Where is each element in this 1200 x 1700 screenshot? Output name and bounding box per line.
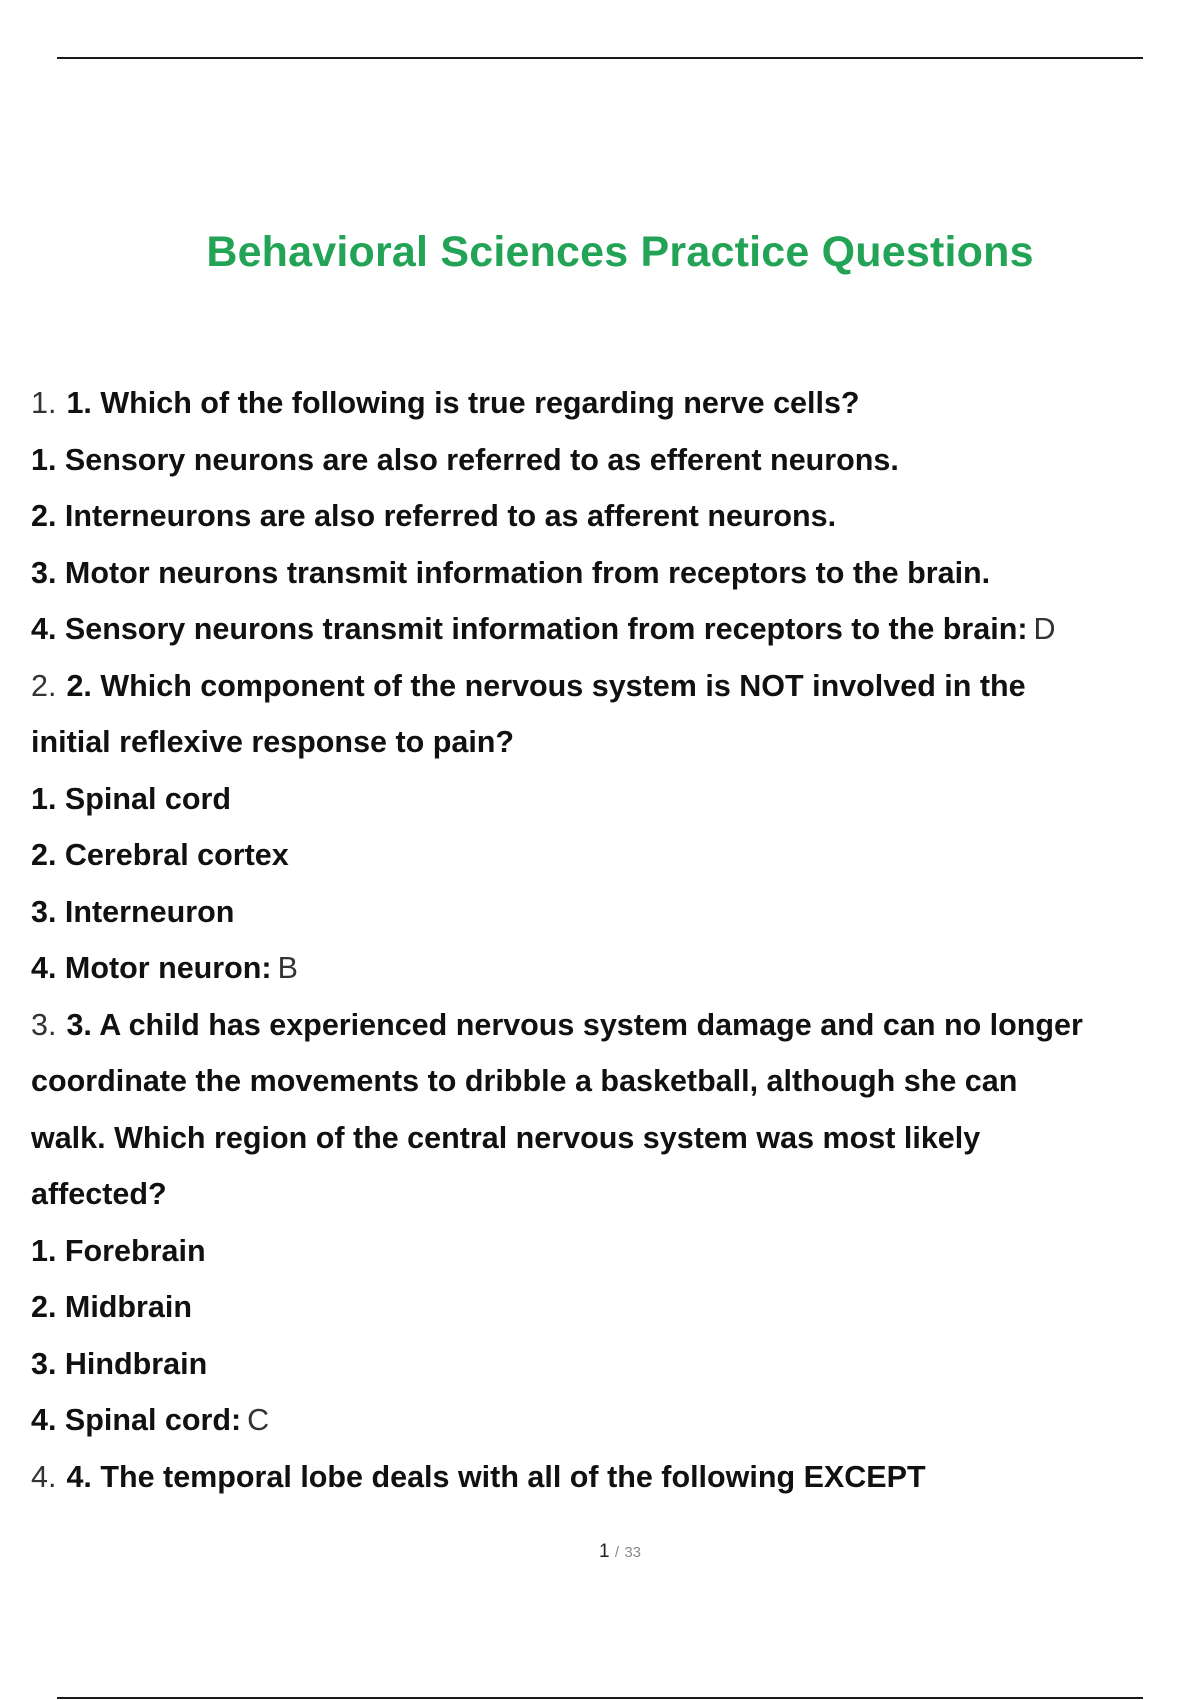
top-divider — [57, 57, 1143, 59]
line-text: 1. Which of the following is true regarding nerve cells? — [66, 386, 860, 420]
question-1-option-4 — [31, 601, 1171, 658]
document-title: Behavioral Sciences Practice Questions — [206, 228, 1034, 276]
question-3-option-1 — [31, 1223, 1171, 1280]
current-page: 1 — [599, 1541, 610, 1562]
question-number: 2. — [31, 668, 57, 703]
question-2-stem — [31, 658, 1171, 715]
question-3-stem-continued — [31, 1166, 1171, 1223]
question-1-option-3 — [31, 545, 1171, 602]
line-text: coordinate the movements to dribble a basketball, although she can — [31, 1064, 1018, 1098]
line-text: 1. Spinal cord — [31, 781, 231, 816]
question-3-stem — [31, 997, 1171, 1054]
question-3-option-3 — [31, 1336, 1171, 1393]
question-number: 4. — [31, 1459, 57, 1494]
page-separator: / — [614, 1544, 620, 1561]
question-number: 3. — [31, 1007, 57, 1042]
answer-key: C — [247, 1403, 270, 1437]
line-text: walk. Which region of the central nervous system was most likely — [31, 1120, 981, 1155]
question-4-stem — [31, 1449, 1171, 1506]
line-text: 4. The temporal lobe deals with all of the following EXCEPT — [66, 1459, 926, 1494]
question-2-option-4 — [31, 940, 1171, 997]
question-2-stem-continued — [31, 714, 1171, 771]
line-text: 1. Sensory neurons are also referred to as efferent neurons. — [31, 442, 899, 477]
question-3-option-2 — [31, 1279, 1171, 1336]
line-text: 2. Midbrain — [31, 1290, 192, 1324]
answer-key: B — [277, 951, 298, 985]
bottom-divider — [57, 1697, 1143, 1699]
line-text: 4. Spinal cord: — [31, 1403, 242, 1437]
line-text: affected? — [31, 1177, 167, 1211]
line-text: 3. Interneuron — [31, 894, 235, 929]
line-text: 2. Which component of the nervous system is NOT involved in the — [66, 668, 1026, 703]
line-text: 1. Forebrain — [31, 1233, 206, 1268]
line-text: 2. Interneurons are also referred to as afferent neurons. — [31, 499, 837, 533]
question-3-stem-continued — [31, 1110, 1171, 1167]
line-text: 2. Cerebral cortex — [31, 838, 289, 872]
question-number: 1. — [31, 386, 57, 420]
line-text: 3. Motor neurons transmit information from receptors to the brain. — [31, 555, 991, 590]
answer-key: D — [1033, 612, 1056, 646]
total-pages: 33 — [624, 1544, 641, 1561]
question-3-option-4 — [31, 1392, 1171, 1449]
question-2-option-3 — [31, 884, 1171, 941]
line-text: 3. Hindbrain — [31, 1346, 208, 1381]
line-text: 3. A child has experienced nervous system damage and can no longer — [66, 1007, 1083, 1042]
line-text: initial reflexive response to pain? — [31, 725, 515, 759]
line-text: 4. Sensory neurons transmit information from receptors to the brain: — [31, 612, 1028, 646]
line-text: 4. Motor neuron: — [31, 951, 272, 985]
page-indicator — [0, 1541, 1200, 1563]
question-1-stem — [31, 375, 1171, 432]
question-2-option-2 — [31, 827, 1171, 884]
question-1-option-2 — [31, 488, 1171, 545]
question-list — [31, 375, 1171, 1505]
question-2-option-1 — [31, 771, 1171, 828]
question-3-stem-continued — [31, 1053, 1171, 1110]
question-1-option-1 — [31, 432, 1171, 489]
